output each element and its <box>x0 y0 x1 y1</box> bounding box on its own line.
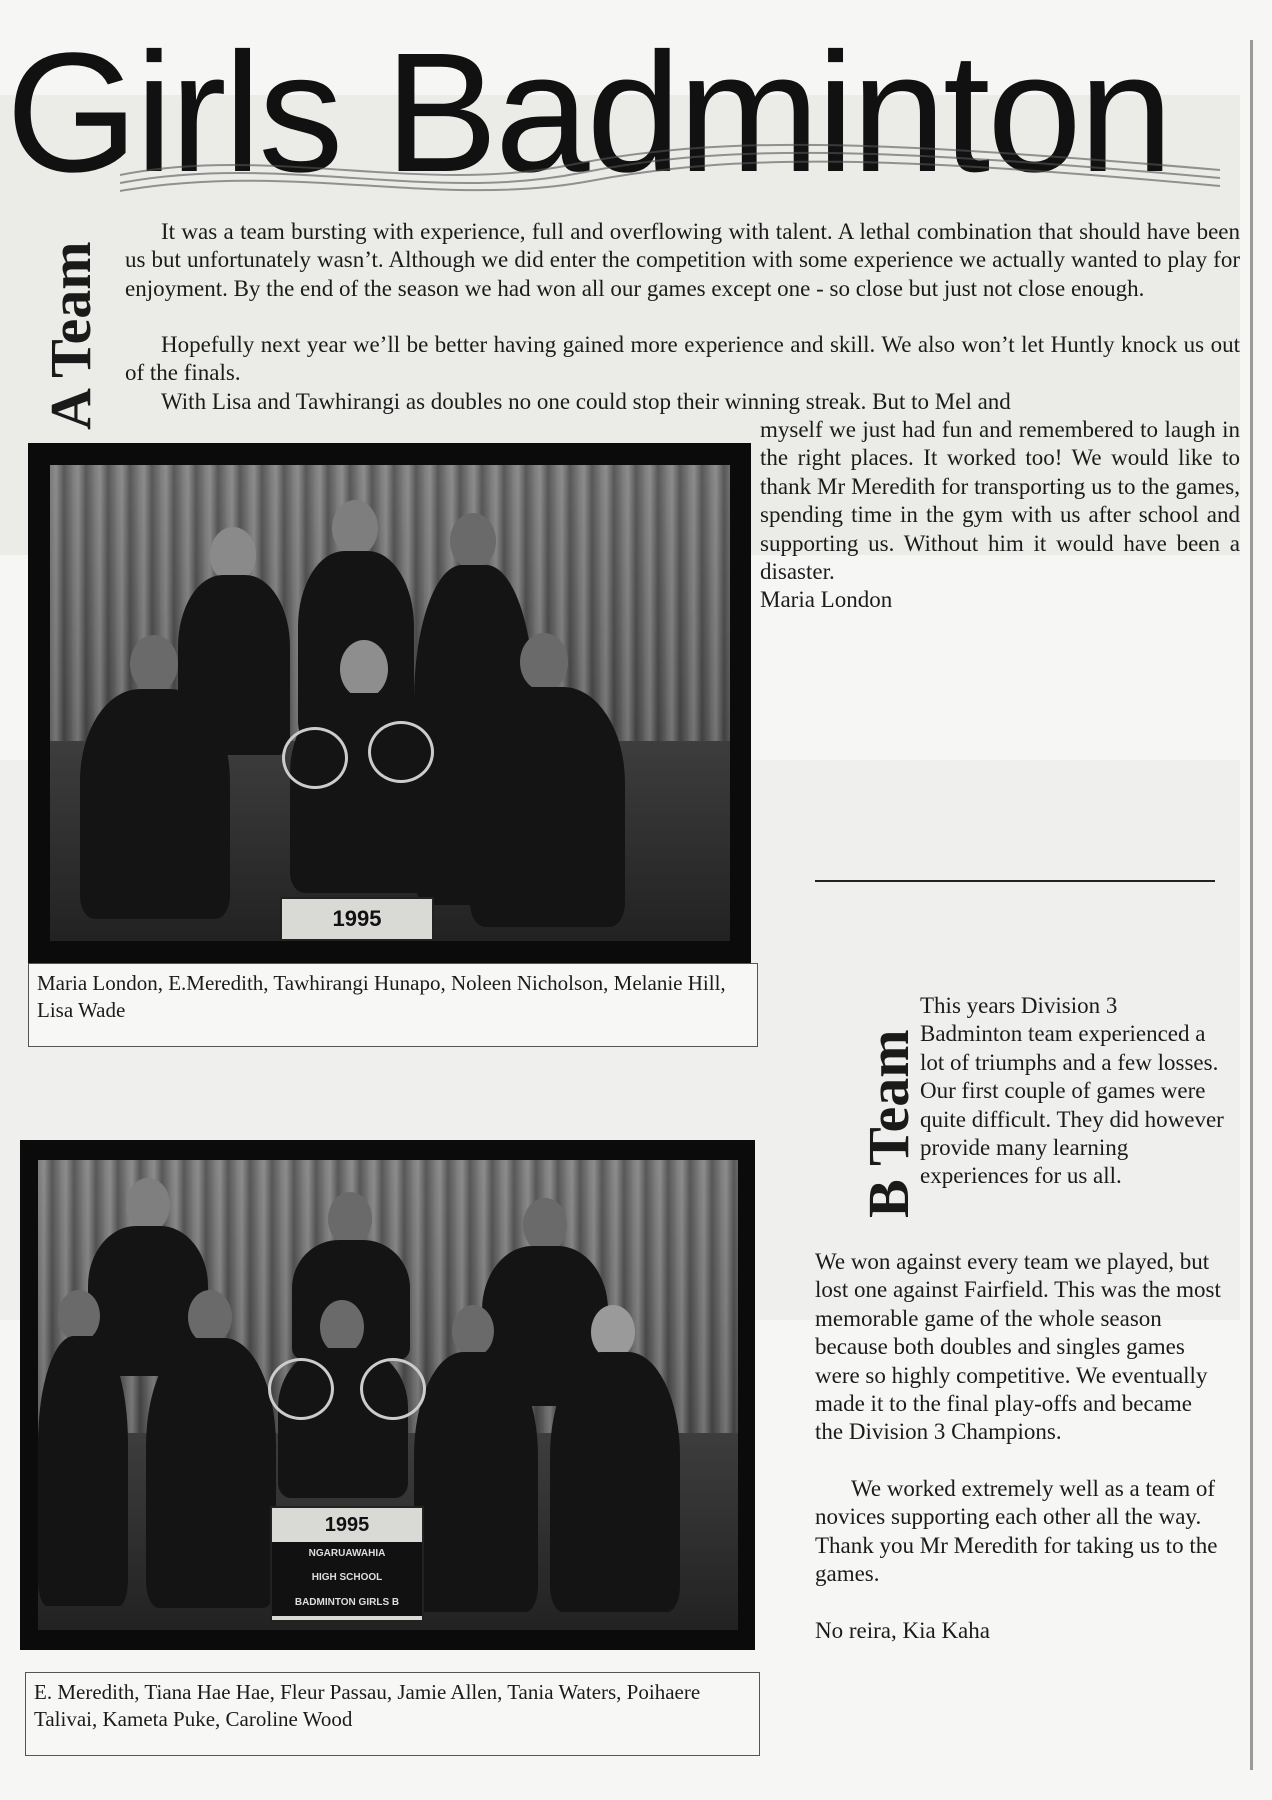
person-body <box>38 1336 128 1606</box>
person-head <box>332 500 378 556</box>
a-team-photo <box>28 443 751 963</box>
person-head <box>523 1198 567 1252</box>
person-head <box>130 635 178 693</box>
person-body <box>414 1352 538 1612</box>
b-team-text-wide: We won against every team we played, but lost one against Fairfield. This was the most memorable game of the whole season because both doubles and singles games were so highly competitive. We eventually made it to the final play-offs and became the Division 3 Champions. <box>815 1249 1221 1445</box>
a-team-signature: Maria London <box>760 587 893 613</box>
section-divider <box>815 880 1215 882</box>
person-body <box>470 687 625 927</box>
a-team-side-body: myself we just had fun and remembered to laugh in the right places. It worked too! We would like to thank Mr Meredith for transporting us to the games, spending time in the gym with us after school and supporting us. Without him it would have been a disaster. <box>760 417 1240 585</box>
a-team-photo-image <box>50 465 730 941</box>
person-body <box>146 1338 276 1608</box>
page-title: Girls Badminton <box>6 18 1171 208</box>
b-team-photo-sign <box>270 1506 424 1622</box>
racket-icon <box>360 1358 426 1420</box>
a-team-paragraph-2: Hopefully next year we’ll be better having gained more experience and skill. We also won’t let Huntly knock us out of the finals. <box>125 332 1240 386</box>
racket-icon <box>282 727 348 789</box>
person-body <box>550 1352 680 1612</box>
person-head <box>188 1290 232 1344</box>
b-team-closing: No reira, Kia Kaha <box>815 1618 990 1643</box>
person-head <box>126 1178 170 1232</box>
a-team-photo-sign: 1995 <box>280 897 434 941</box>
title-wave-decoration <box>120 135 1230 205</box>
person-head <box>328 1192 372 1246</box>
person-head <box>58 1290 100 1342</box>
right-edge-line <box>1250 40 1253 1770</box>
sign-line-1: NGARUAWAHIA <box>272 1542 422 1566</box>
person-body <box>80 689 230 919</box>
a-team-caption: Maria London, E.Meredith, Tawhirangi Hunapo, Noleen Nicholson, Melanie Hill, Lisa Wade <box>28 963 758 1047</box>
b-team-photo-image <box>38 1160 738 1630</box>
a-team-paragraph-3: With Lisa and Tawhirangi as doubles no one could stop their winning streak. But to Mel and <box>161 389 1011 414</box>
a-team-paragraph-1: It was a team bursting with experience, full and overflowing with talent. A lethal combination that should have been us but unfortunately wasn’t. Although we did enter the competition with some experience we actually wanted to play for enjoyment. By the end of the season we had won all our games except one - so close but just not close enough. <box>125 219 1240 301</box>
sign-line-2: HIGH SCHOOL <box>272 1566 422 1590</box>
person-head <box>591 1305 635 1359</box>
person-head <box>340 640 388 698</box>
person-head <box>520 633 568 691</box>
a-team-label: A Team <box>38 241 103 430</box>
b-team-photo <box>20 1140 755 1650</box>
person-body <box>290 693 440 893</box>
a-team-side-text <box>760 416 1240 615</box>
b-team-text-narrow: This years Division 3 Badminton team experienced a lot of triumphs and a few losses. Our first couple of games were quite difficult. They did however provide many learning experiences for us all. <box>920 993 1224 1189</box>
racket-icon <box>368 721 434 783</box>
person-head <box>320 1300 364 1354</box>
racket-icon <box>268 1358 334 1420</box>
person-head <box>450 513 496 569</box>
b-team-label: B Team <box>856 1029 921 1218</box>
person-head <box>452 1305 494 1357</box>
sign-line-3: BADMINTON GIRLS B <box>272 1590 422 1616</box>
b-team-caption: E. Meredith, Tiana Hae Hae, Fleur Passau, Jamie Allen, Tania Waters, Poihaere Talivai, Kameta Puke, Caroline Wood <box>25 1672 760 1756</box>
sign-year: 1995 <box>324 1514 370 1536</box>
b-team-text-p2: We worked extremely well as a team of novices supporting each other all the way. Thank you Mr Meredith for taking us to the games. <box>815 1476 1218 1587</box>
